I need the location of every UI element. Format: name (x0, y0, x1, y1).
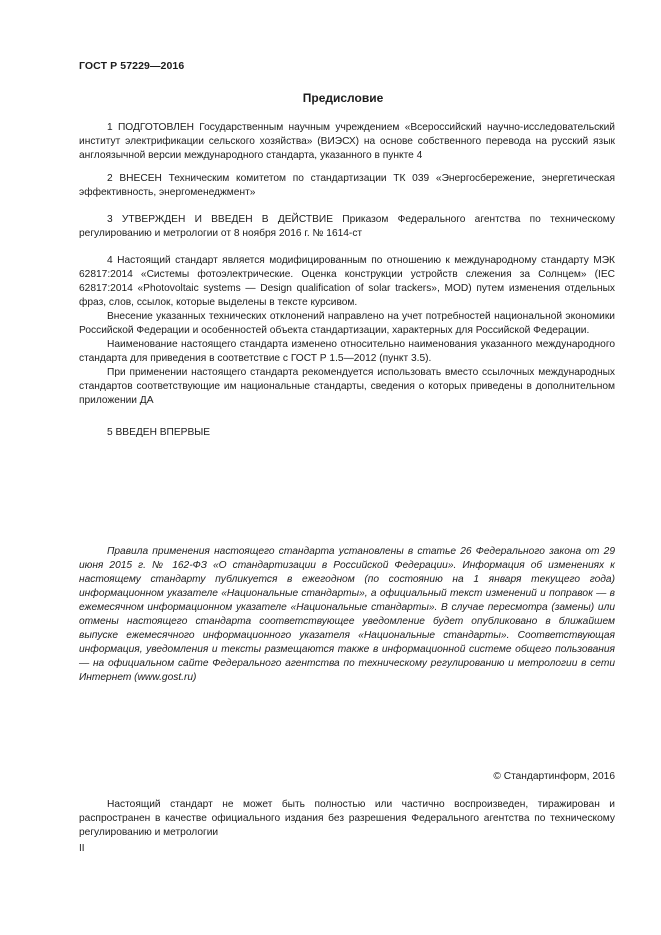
section-1-text: 1 ПОДГОТОВЛЕН Государственным научным учреждением «Всероссийский научно-исследовательский институт электрификации сельского хозяйства» (ВИЭСХ) на основе собственного перевода на русский язык англоязычной версии международного стандарта, указанного в пункте 4 (79, 122, 615, 161)
copyright-line: © Стандартинформ, 2016 (493, 771, 615, 782)
foreword-section-5 (79, 426, 615, 440)
section-2-text: 2 ВНЕСЕН Техническим комитетом по стандартизации ТК 039 «Энергосбережение, энергетическая эффективность, энергоменеджмент» (79, 173, 615, 198)
section-4-paragraph: Наименование настоящего стандарта изменено относительно наименования указанного международного стандарта для приведения в соответствие с ГОСТ Р 1.5—2012 (пункт 3.5). (79, 339, 615, 364)
foreword-title: Предисловие (302, 91, 384, 105)
foreword-section-3 (79, 213, 615, 241)
foreword-section-1 (79, 121, 615, 163)
page-number: II (79, 843, 85, 854)
section-5-text: 5 ВВЕДЕН ВПЕРВЫЕ (107, 427, 211, 438)
standard-code: ГОСТ Р 57229—2016 (79, 60, 185, 72)
legal-text: Настоящий стандарт не может быть полностью или частично воспроизведен, тиражирован и распространен в качестве официального издания без разрешения Федерального агентства по техническому регулированию и метрологии (79, 799, 615, 838)
section-3-text: 3 УТВЕРЖДЕН И ВВЕДЕН В ДЕЙСТВИЕ Приказом Федерального агентства по техническому регулированию и метрологии от 8 ноября 2016 г. № 1614-ст (79, 214, 615, 239)
section-4-paragraph: Внесение указанных технических отклонений направлено на учет потребностей национальной экономики Российской Федерации и особенностей объекта стандартизации, характерных для Российской Федерации. (79, 311, 615, 336)
section-4-paragraph: 4 Настоящий стандарт является модифицированным по отношению к международному стандарту МЭК 62817:2014 «Системы фотоэлектрические. Оценка конструкции устройств слежения за Солнцем» (IEC 62817:2014 «Photovoltaic systems — Design qualification of solar trackers», MOD) путем изменения отдельных фраз, слов, ссылок, которые выделены в тексте курсивом. (79, 255, 615, 308)
reproduction-notice (79, 798, 615, 840)
application-rules-notice (79, 545, 615, 685)
notice-text: Правила применения настоящего стандарта установлены в статье 26 Федерального закона от 29 июня 2015 г. № 162-ФЗ «О стандартизации в Российской Федерации». Информация об изменениях к настоящему стандарту публикуется в ежегодном (по состоянию на 1 января текущего года) информационном указателе «Национальные стандарты», а официальный текст изменений и поправок — в ежемесячном информационном указателе «Национальные стандарты». В случае пересмотра (замены) или отмены настоящего стандарта соответствующее уведомление будет опубликовано в ближайшем выпуске ежемесячного информационного указателя «Национальные стандарты». Соответствующая информация, уведомления и тексты размещаются также в информационной системе общего пользования — на официальном сайте Федерального агентства по техническому регулированию и метрологии в сети Интернет (www.gost.ru) (79, 546, 615, 683)
section-4-paragraph: При применении настоящего стандарта рекомендуется использовать вместо ссылочных международных стандартов соответствующие им национальные стандарты, сведения о которых приведены в дополнительном приложении ДА (79, 367, 615, 406)
foreword-section-4 (79, 254, 615, 408)
foreword-section-2 (79, 172, 615, 200)
